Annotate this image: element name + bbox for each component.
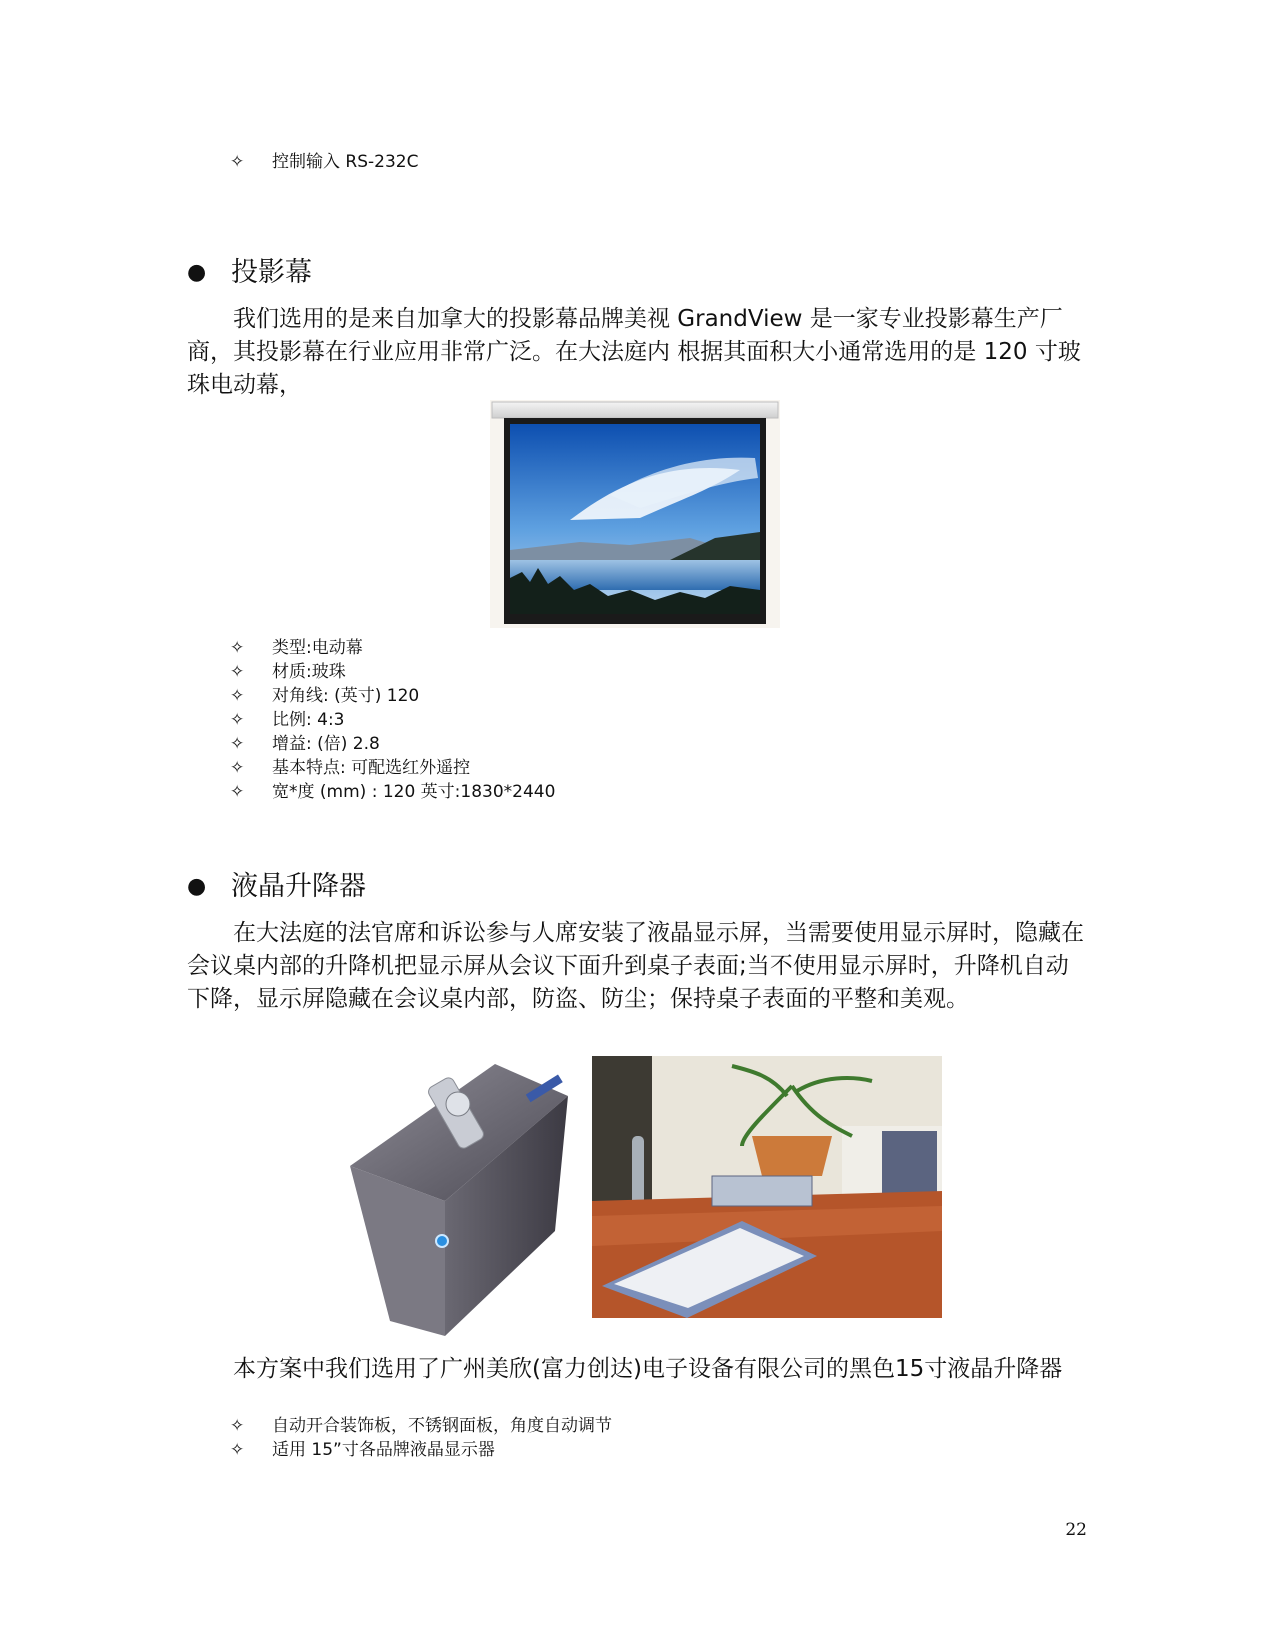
- feature-compatibility: [230, 1438, 495, 1462]
- diamond-bullet-icon: ✧: [230, 686, 245, 706]
- section-heading-projection-screen: [187, 256, 312, 290]
- feature-text: 适用 15”寸各品牌液晶显示器: [272, 1440, 495, 1460]
- bullet-dot-icon: ●: [187, 260, 207, 285]
- projection-screen-paragraph: [187, 303, 1087, 402]
- paragraph-text: 我们选用的是来自加拿大的投影幕品牌美视 GrandView 是一家专业投影幕生产厂商，其投影幕在行业应用非常广泛。在大法庭内 根据其面积大小通常选用的是 120 寸玻珠电动幕，: [187, 306, 1081, 398]
- heading-text: 液晶升降器: [231, 871, 366, 902]
- lcd-lifter-device-image: [350, 1056, 570, 1336]
- paragraph-text: 本方案中我们选用了广州美欣(富力创达)电子设备有限公司的黑色15寸液晶升降器: [233, 1356, 1063, 1382]
- control-input-bullet: [230, 150, 418, 174]
- diamond-bullet-icon: ✧: [230, 1440, 245, 1460]
- lcd-lifter-selection-paragraph: [187, 1353, 1087, 1386]
- page-number: 22: [1065, 1520, 1087, 1540]
- spec-text: 材质:玻珠: [272, 662, 346, 682]
- spec-text: 对角线: (英寸) 120: [272, 686, 420, 706]
- diamond-bullet-icon: ✧: [230, 638, 245, 658]
- diamond-bullet-icon: ✧: [230, 782, 245, 802]
- spec-text: 类型:电动幕: [272, 638, 363, 658]
- spec-features: [230, 756, 470, 780]
- paragraph-text: 在大法庭的法官席和诉讼参与人席安装了液晶显示屏，当需要使用显示屏时，隐藏在会议桌内部的升降机把显示屏从会议下面升到桌子表面;当不使用显示屏时，升降机自动下降，显示屏隐藏在会议桌内部，防盗、防尘；保持桌子表面的平整和美观。: [187, 920, 1084, 1012]
- lcd-lifter-paragraph: [187, 917, 1087, 1016]
- bullet-text: 控制输入 RS-232C: [272, 152, 419, 172]
- spec-material: [230, 660, 346, 684]
- diamond-bullet-icon: ✧: [230, 1416, 245, 1436]
- diamond-bullet-icon: ✧: [230, 152, 245, 172]
- bullet-dot-icon: ●: [187, 874, 207, 899]
- spec-text: 增益: (倍) 2.8: [272, 734, 380, 754]
- spec-size: [230, 780, 555, 804]
- spec-text: 宽*度 (mm) : 120 英寸:1830*2440: [272, 782, 556, 802]
- feature-auto-cover: [230, 1414, 612, 1438]
- spec-gain: [230, 732, 380, 756]
- spec-text: 比例: 4:3: [272, 710, 345, 730]
- diamond-bullet-icon: ✧: [230, 734, 245, 754]
- feature-text: 自动开合装饰板，不锈钢面板，角度自动调节: [272, 1416, 612, 1436]
- spec-text: 基本特点: 可配选红外遥控: [272, 758, 471, 778]
- spec-ratio: [230, 708, 345, 732]
- diamond-bullet-icon: ✧: [230, 758, 245, 778]
- projection-screen-image: [490, 400, 780, 628]
- spec-diagonal: [230, 684, 419, 708]
- lcd-lifter-desk-photo: [592, 1056, 942, 1318]
- diamond-bullet-icon: ✧: [230, 662, 245, 682]
- diamond-bullet-icon: ✧: [230, 710, 245, 730]
- section-heading-lcd-lifter: [187, 870, 366, 904]
- spec-type: [230, 636, 363, 660]
- heading-text: 投影幕: [231, 257, 312, 288]
